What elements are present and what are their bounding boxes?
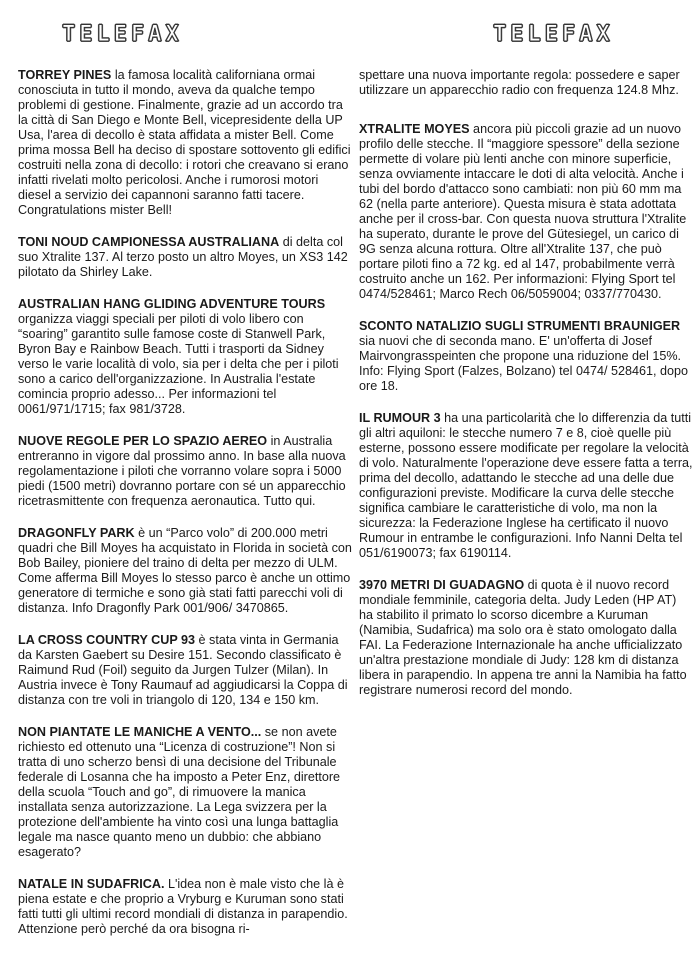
article-heading: NON PIANTATE LE MANICHE A VENTO... <box>18 725 262 739</box>
article-rumour-3 <box>359 411 693 561</box>
article-body: se non avete richiesto ed ottenuto una “Licenza di costruzione”! Non si tratta di uno scherzo bensì di una decisione del Tribunale federale di Losanna che ha imposto a Peter Enz, direttore della scuola “Touch and go”, di rimuovere la manica installata senza autorizzazione. La Lega svizzera per la protezione dell'ambiente ha vinto così una lunga battaglia legale ma nasce quanto meno un dubbio: che abbiano esagerato? <box>18 725 341 859</box>
article-record-guadagno <box>359 578 693 698</box>
article-heading: TONI NOUD CAMPIONESSA AUSTRALIANA <box>18 235 280 249</box>
article-heading: TORREY PINES <box>18 68 112 82</box>
article-adventure-tours <box>18 297 352 417</box>
article-body: è stata vinta in Germania da Karsten Gaebert su Desire 151. Secondo classificato è Raimund Rud (Foil) seguito da Jurgen Tulzer (Milan). In Austria invece è Tony Raumauf ad aggiudicarsi la Coppa di distanza con tre voli in triangolo di 120, 134 e 150 km. <box>18 633 348 707</box>
article-body: sia nuovi che di seconda mano. E' un'offerta di Josef Mairvongrasspeinten che propone una riduzione del 15%. Info: Flying Sport (Falzes, Bolzano) tel 0474/ 528461, dopo ore 18. <box>359 334 689 393</box>
article-cross-country-cup <box>18 633 352 708</box>
article-nuove-regole <box>18 434 352 509</box>
article-continuation: spettare una nuova importante regola: possedere e saper utilizzare un apparecchio radio con frequenza 124.8 Mhz. <box>359 68 680 97</box>
article-heading: IL RUMOUR 3 <box>359 411 441 425</box>
article-body: L'idea non è male visto che là è piena estate e che proprio a Vryburg e Kuruman sono stati fatti tutti gli ultimi record mondiali di distanza in parapendio. Attenzione però perché da ora bisogna ri- <box>18 877 348 936</box>
article-xtralite-moyes <box>359 122 693 302</box>
article-dragonfly-park <box>18 526 352 616</box>
article-heading: XTRALITE MOYES <box>359 122 470 136</box>
article-body: ha una particolarità che lo differenzia da tutti gli altri aquiloni: le stecche numero 7 e 8, cioè quelle più esterne, possono essere modificate per regolare la velocità di volo. Naturalmente l'operazione deve essere fatta a terra, prima del decollo, adattando le stecche ad una delle due configurazioni previste. Modificare la curva delle stecche significa cambiare le caratteristiche di volo, ma non la sicurezza: la Federazione Inglese ha certificato il nuovo Rumour in entrambe le configurazioni. Info Nanni Delta tel 051/6190073; fax 6190114. <box>359 411 693 560</box>
left-column <box>18 68 352 954</box>
masthead-right: TELEFAX <box>493 22 614 47</box>
right-column <box>359 68 693 715</box>
article-heading: DRAGONFLY PARK <box>18 526 135 540</box>
article-heading: AUSTRALIAN HANG GLIDING ADVENTURE TOURS <box>18 297 326 311</box>
article-body: ancora più piccoli grazie ad un nuovo profilo delle stecche. Il “maggiore spessore” della sezione permette di volare più lenti anche con minore superficie, senza ovviamente intaccare le doti di alta velocità. Anche i tubi del bordo d'attacco sono cambiati: non più 60 mm ma 62 (nella parte anteriore). Questa misura è stata adottata anche per il cross-bar. Con questa nuova struttura l'Xtralite ha superato, durante le prove del Gütesiegel, un carico di 9G senza alcuna rottura. Oltre all'Xtralite 137, che può portare piloti fino a 72 kg. ed al 147, probabilmente verrà costruito anche un 162. Per informazioni: Flying Sport tel 0474/528461; Marco Rech 06/5059004; 0337/770430. <box>359 122 687 301</box>
masthead-left: TELEFAX <box>62 22 183 47</box>
article-toni-noud <box>18 235 352 280</box>
article-body: di delta col suo Xtralite 137. Al terzo posto un altro Moyes, un XS3 142 pilotato da Shirley Lake. <box>18 235 348 279</box>
article-body: in Australia entreranno in vigore dal prossimo anno. In base alla nuova regolamentazione i piloti che vorranno volare sopra i 5000 piedi (1500 metri) dovranno portare con sé un apparecchio ricetrasmittente con frequenza aeronautica. Tutto qui. <box>18 434 346 508</box>
article-sconto-brauniger <box>359 319 693 394</box>
article-body: di quota è il nuovo record mondiale femminile, categoria delta. Judy Leden (HP AT) ha stabilito il primato lo scorso dicembre a Kuruman (Namibia, Sudafrica) ma solo ora è stato omologato dalla FAI. La Federazione Internazionale ha anche ufficializzato un'altra prestazione mondiale di Judy: 128 km di distanza libera in parapendio. In appena tre anni la Namibia ha fatto registrare numerosi record del mondo. <box>359 578 687 697</box>
article-body: è un “Parco volo” di 200.000 metri quadri che Bill Moyes ha acquistato in Florida in società con Bob Bailey, pioniere del traino di delta per mezzo di ULM. Come afferma Bill Moyes lo stesso parco è anche un ottimo generatore di termiche e sono già stati fatti parecchi voli di distanza. Info Dragonfly Park 001/906/ 3470865. <box>18 526 352 615</box>
article-torrey-pines <box>18 68 352 218</box>
article-natale-sudafrica <box>18 877 352 937</box>
article-heading: NATALE IN SUDAFRICA. <box>18 877 165 891</box>
article-heading: 3970 METRI DI GUADAGNO <box>359 578 525 592</box>
article-body: organizza viaggi speciali per piloti di volo libero con “soaring” garantito sulle famose coste di Stanwell Park, Byron Bay e Rainbow Beach. Tutti i trasporti da Sidney verso le varie località di volo, sia per i delta che per i piloti sono a carico dell'organizzazione. In Australia l'estate comincia proprio adesso... Per informazioni tel 0061/971/1715; fax 981/3728. <box>18 312 339 416</box>
article-heading: LA CROSS COUNTRY CUP 93 <box>18 633 196 647</box>
article-maniche-a-vento <box>18 725 352 860</box>
article-heading: NUOVE REGOLE PER LO SPAZIO AEREO <box>18 434 268 448</box>
article-heading: SCONTO NATALIZIO SUGLI STRUMENTI BRAUNIGER <box>359 319 681 333</box>
article-body: la famosa località californiana ormai conosciuta in tutto il mondo, aveva da qualche tempo problemi di gestione. Finalmente, grazie ad un accordo tra la città di San Diego e Monte Bell, vicepresidente della UP Usa, l'area di decollo è stata affidata a mister Bell. Come prima mossa Bell ha deciso di spostare sottovento gli edifici costruiti nella zona di decollo: i rotori che creavano si erano infatti rivelati molto pericolosi. Anche i rumorosi motori diesel a servizio dei capannoni saranno fatti tacere. Congratulations mister Bell! <box>18 68 351 217</box>
